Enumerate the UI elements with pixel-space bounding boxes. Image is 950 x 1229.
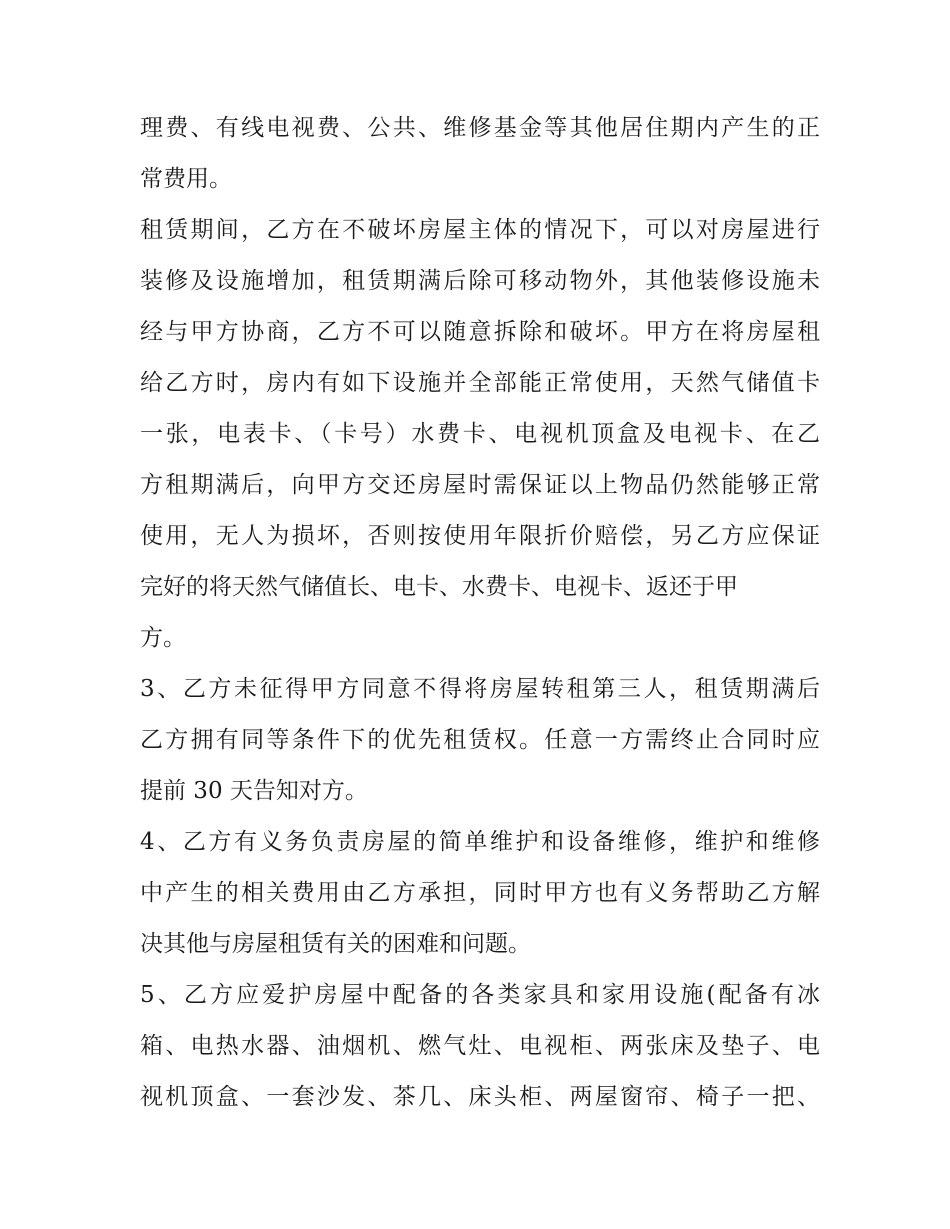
text-line: 决其他与房屋租赁有关的困难和问题。 — [140, 931, 531, 957]
text-line: 箱、电热水器、油烟机、燃气灶、电视柜、两张床及垫子、电 — [140, 1033, 820, 1059]
text-line: 方。 — [140, 625, 186, 651]
text-line: 4、乙方有义务负责房屋的简单维护和设备维修，维护和维修 — [140, 829, 820, 855]
text-line: 租赁期间，乙方在不破坏房屋主体的情况下，可以对房屋进行 — [140, 217, 820, 243]
text-line: 给乙方时，房内有如下设施并全部能正常使用，天然气储值卡 — [140, 370, 820, 396]
text-line: 经与甲方协商，乙方不可以随意拆除和破坏。甲方在将房屋租 — [140, 319, 820, 345]
text-line: 视机顶盒、一套沙发、茶几、床头柜、两屋窗帘、椅子一把、 — [140, 1084, 820, 1110]
text-line: 使用，无人为损坏，否则按使用年限折价赔偿，另乙方应保证 — [140, 523, 820, 549]
text-line: 一张，电表卡、（卡号）水费卡、电视机顶盒及电视卡、在乙 — [140, 421, 820, 447]
text-line: 常费用。 — [140, 166, 232, 192]
text-line: 提前 30 天告知对方。 — [140, 778, 368, 804]
contract-text — [140, 103, 820, 1123]
text-line: 3、乙方未征得甲方同意不得将房屋转租第三人，租赁期满后 — [140, 676, 820, 702]
text-line: 完好的将天然气储值长、电卡、水费卡、电视卡、返还于甲 — [140, 574, 738, 600]
text-line: 乙方拥有同等条件下的优先租赁权。任意一方需终止合同时应 — [140, 727, 820, 753]
text-line: 方租期满后，向甲方交还房屋时需保证以上物品仍然能够正常 — [140, 472, 820, 498]
text-line: 中产生的相关费用由乙方承担，同时甲方也有义务帮助乙方解 — [140, 880, 820, 906]
text-line: 装修及设施增加，租赁期满后除可移动物外，其他装修设施未 — [140, 268, 820, 294]
text-line: 5、乙方应爱护房屋中配备的各类家具和家用设施(配备有冰 — [140, 982, 820, 1008]
text-line: 理费、有线电视费、公共、维修基金等其他居住期内产生的正 — [140, 115, 820, 141]
